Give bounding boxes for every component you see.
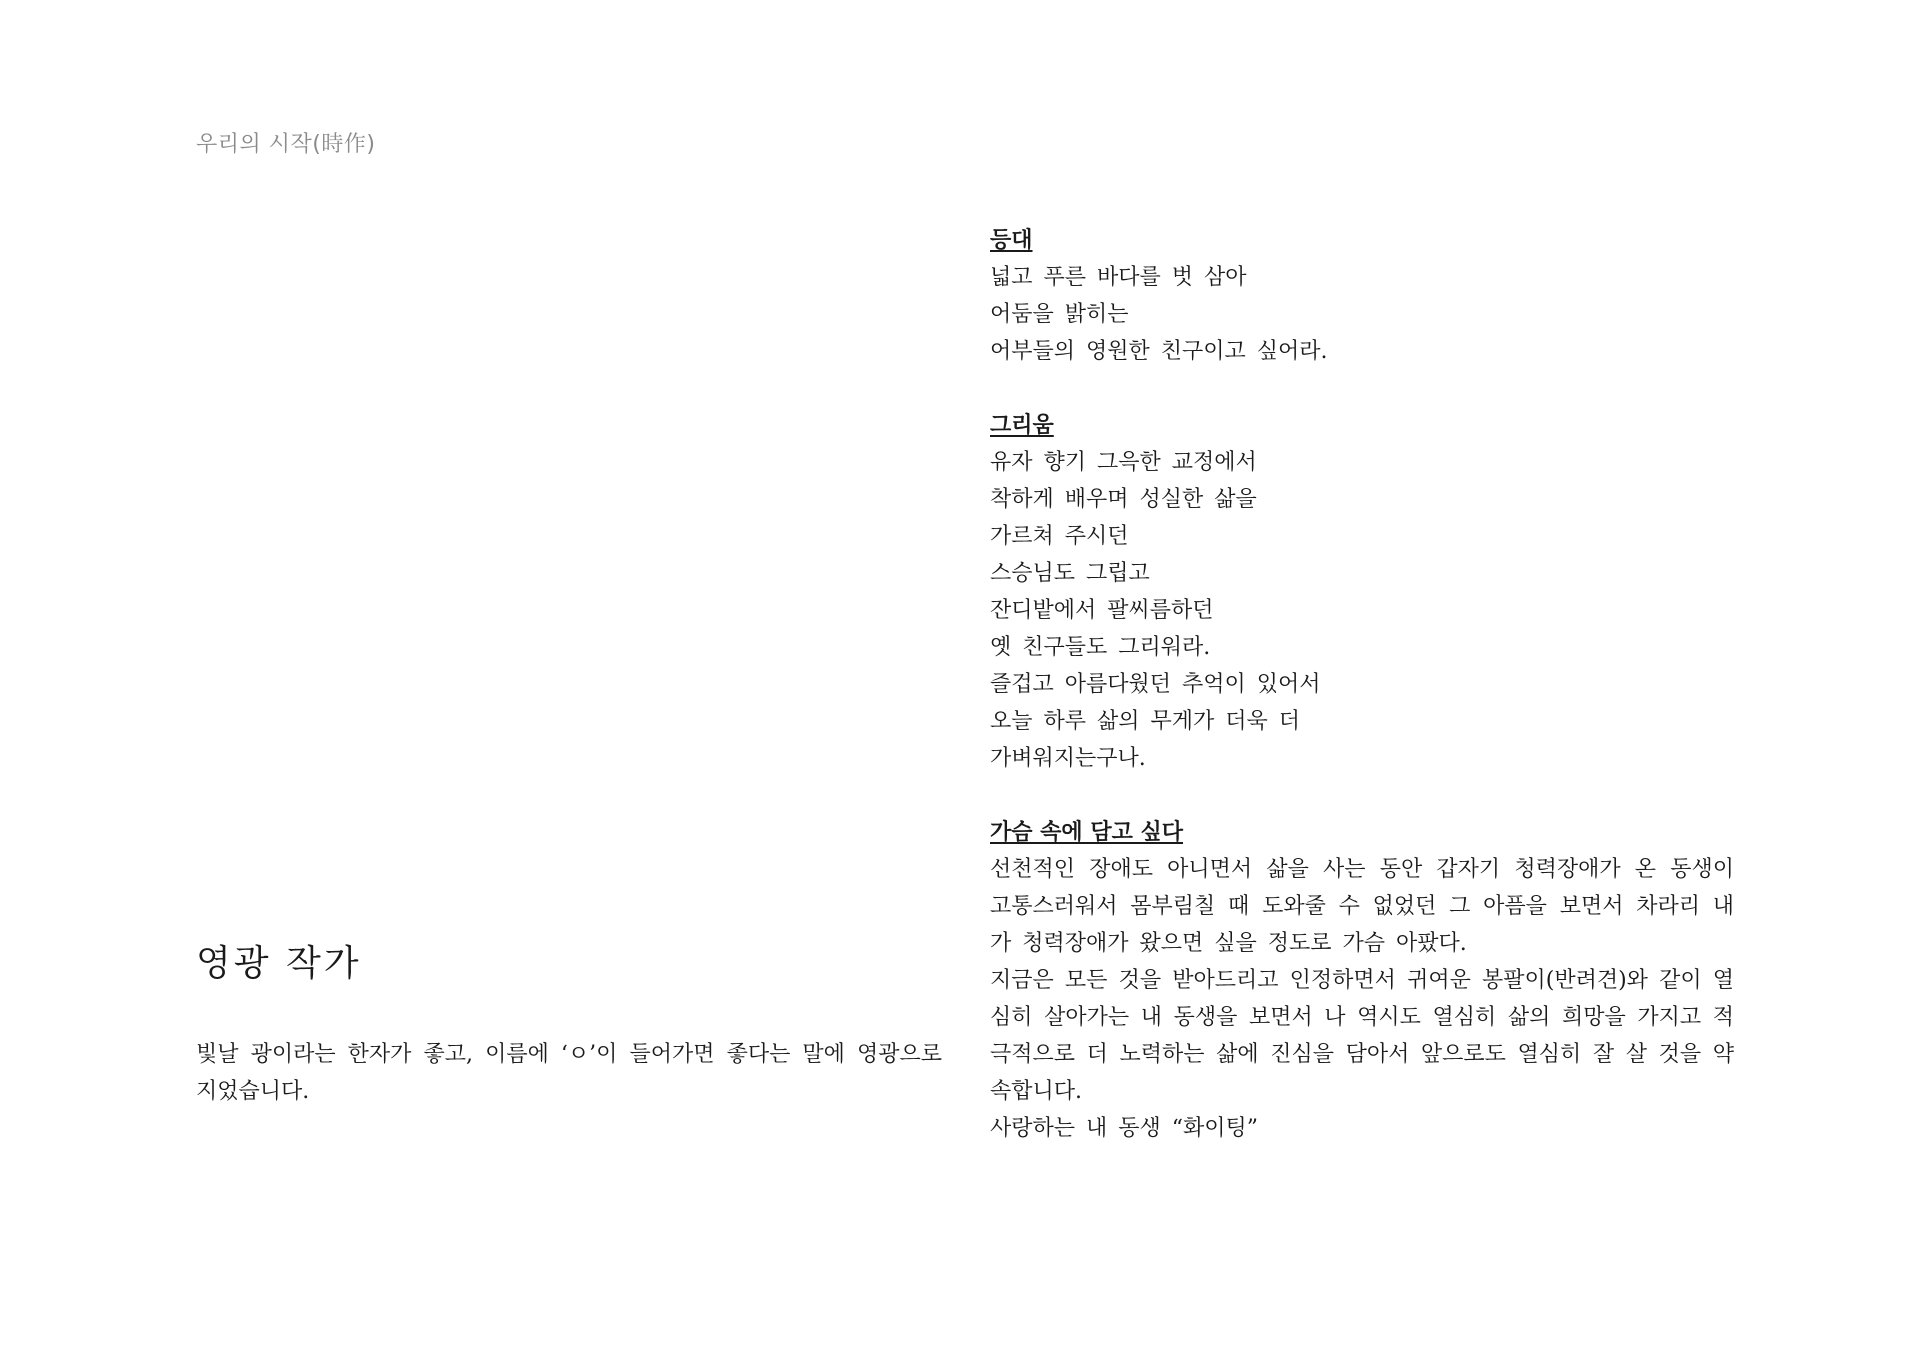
- author-name: 영광 작가: [196, 943, 362, 984]
- author-description: 빛날 광이라는 한자가 좋고, 이름에 ‘ㅇ’이 들어가면 좋다는 말에 영광으로 지었습니다.: [196, 1042, 942, 1104]
- page-header-title: 우리의 시작(時作): [196, 132, 376, 157]
- poem-longing: [990, 407, 1734, 777]
- poem-line: 유자 향기 그윽한 교정에서: [990, 450, 1257, 475]
- poem-title: 그리움: [990, 413, 1054, 438]
- poem-paragraph: 사랑하는 내 동생 “화이팅”: [990, 1116, 1258, 1141]
- poem-keep-in-heart: [990, 814, 1734, 1147]
- poem-paragraph: 지금은 모든 것을 받아드리고 인정하면서 귀여운 봉팔이(반려견)와 같이 열심히 살아가는 내 동생을 보면서 나 역시도 열심히 삶의 희망을 가지고 적극적으로 더 노력하는 삶에 진심을 담아서 앞으로도 열심히 잘 살 것을 약속합니다.: [990, 968, 1734, 1104]
- poem-line: 가르쳐 주시던: [990, 524, 1129, 549]
- poem-lighthouse: [990, 222, 1734, 370]
- poem-title: 등대: [990, 228, 1033, 253]
- author-section: [196, 935, 942, 1110]
- poem-paragraph: 선천적인 장애도 아니면서 삶을 사는 동안 갑자기 청력장애가 온 동생이 고통스러워서 몸부림칠 때 도와줄 수 없었던 그 아픔을 보면서 차라리 내가 청력장애가 왔으면 싶을 정도로 가슴 아팠다.: [990, 857, 1734, 956]
- poem-line: 가벼워지는구나.: [990, 746, 1146, 771]
- poem-line: 어둠을 밝히는: [990, 302, 1129, 327]
- poem-title: 가슴 속에 담고 싶다: [990, 820, 1183, 845]
- poem-line: 넓고 푸른 바다를 벗 삼아: [990, 265, 1247, 290]
- poem-line: 잔디밭에서 팔씨름하던: [990, 598, 1214, 623]
- poem-line: 스승님도 그립고: [990, 561, 1150, 586]
- poems-section: [990, 222, 1734, 1184]
- poem-line: 즐겁고 아름다웠던 추억이 있어서: [990, 672, 1321, 697]
- poem-line: 오늘 하루 삶의 무게가 더욱 더: [990, 709, 1300, 734]
- poem-line: 옛 친구들도 그리워라.: [990, 635, 1211, 660]
- poem-line: 어부들의 영원한 친구이고 싶어라.: [990, 339, 1328, 364]
- poem-line: 착하게 배우며 성실한 삶을: [990, 487, 1257, 512]
